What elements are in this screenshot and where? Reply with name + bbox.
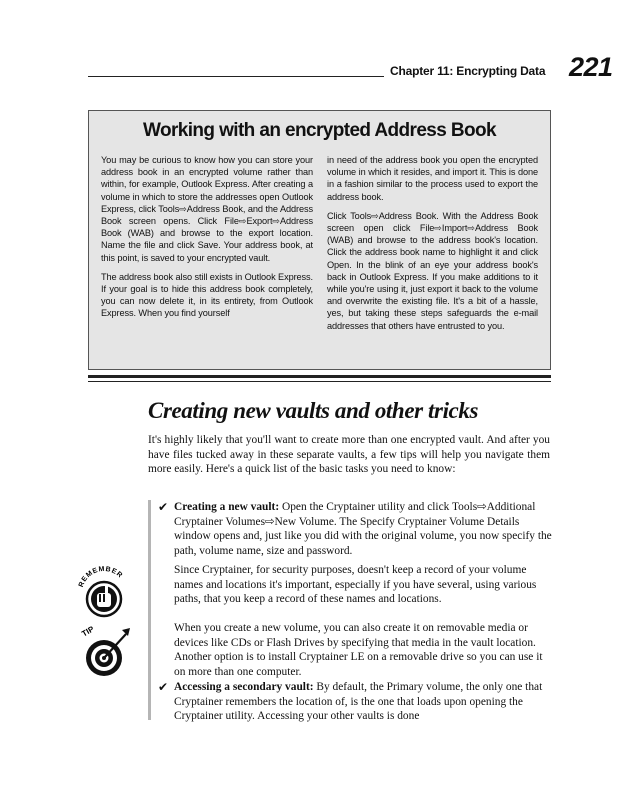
- section-divider-thin: [88, 381, 551, 382]
- bullet-text: By default, the Primary volume, the only one that Cryptainer remembers the location of, is the one that loads upon opening the Cryptainer utility. Accessing your other vaults is done: [174, 681, 543, 723]
- section-heading: Creating new vaults and other tricks: [148, 398, 479, 423]
- tip-label: TIP: [80, 624, 96, 639]
- chapter-title: Chapter 11: Encrypting Data: [390, 64, 546, 78]
- remember-label: REMEMBER: [77, 565, 124, 589]
- tip-paragraph: [158, 621, 552, 679]
- header-rule: [88, 76, 384, 77]
- bullet-text: Open the Cryptainer utility and click Tools⇨Additional Cryptainer Volumes⇨New Volume. The Specify Cryptainer Volume Details window opens and, just like you did with the original volume, you now specify the path, volume name, size and password.: [174, 501, 552, 557]
- tip-icon: [78, 620, 136, 682]
- page-number: 221: [569, 52, 613, 82]
- remember-icon: [74, 563, 134, 623]
- bullet-title: Accessing a secondary vault:: [174, 681, 314, 693]
- sidebar-paragraph: The address book also still exists in Outlook Express. If your goal is to hide this address book completely, you can now delete it, in its entirety, from Outlook Express. When you find yourself: [101, 271, 313, 319]
- bullet-title: Creating a new vault:: [174, 501, 280, 513]
- tip-text: When you create a new volume, you can also create it on removable media or devices like CDs or Flash Drives by specifying that media in the vault location. Another option is to install Cryptainer LE on a removable drive so you can use it on more than one computer.: [174, 622, 543, 678]
- remember-text: Since Cryptainer, for security purposes, doesn't keep a record of your volume names and locations it's important, especially if you have several, using various paths, that you keep a record of these names and locations.: [174, 564, 537, 606]
- list-item: [158, 500, 552, 558]
- sidebar-paragraph: Click Tools⇨Address Book. With the Address Book screen open click File⇨Import⇨Address Book (WAB) and browse to the address book's location. Click the address book name to highlight it and click Open. In the blink of an eye your address book's back in Outlook Express. If you make additions to it while you're using it, just export it back to the volume and overwrite the existing file. It's a bit of a hassle, yes, but taking these steps safeguards the e-mail addresses that others have entrusted to you.: [327, 210, 538, 331]
- check-bullet-icon: ✔: [158, 500, 169, 514]
- remember-paragraph: [158, 563, 552, 607]
- sidebar-right-column: [327, 154, 538, 339]
- intro-paragraph: It's highly likely that you'll want to create more than one encrypted vault. And after you have files tucked away in these separate vaults, a few tips will help you navigate them more easily. Here's a quick list of the basic tasks you need to know:: [148, 434, 550, 476]
- sidebar-paragraph: in need of the address book you open the encrypted volume in which it resides, and import it. This is done in a fashion similar to the process used to export the address book.: [327, 155, 538, 202]
- sidebar-box: [88, 110, 551, 370]
- sidebar-title: Working with an encrypted Address Book: [142, 120, 497, 141]
- list-item: [158, 680, 552, 724]
- sidebar-left-column: [101, 154, 313, 327]
- sidebar-paragraph: You may be curious to know how you can store your address book in an encrypted volume rather than within, for example, Outlook Express. After creating a volume in which to store the addresses open Outlook Express, click Tools⇨Address Book, and the Address Book screen opens. Click File⇨Export⇨Address Book (WAB) and browse to the export location. Name the file and click Save. Your address book, at this point, is saved to your encrypted vault.: [101, 155, 313, 263]
- list-margin-bar: [148, 500, 151, 720]
- check-bullet-icon: ✔: [158, 680, 169, 694]
- section-divider: [88, 375, 551, 378]
